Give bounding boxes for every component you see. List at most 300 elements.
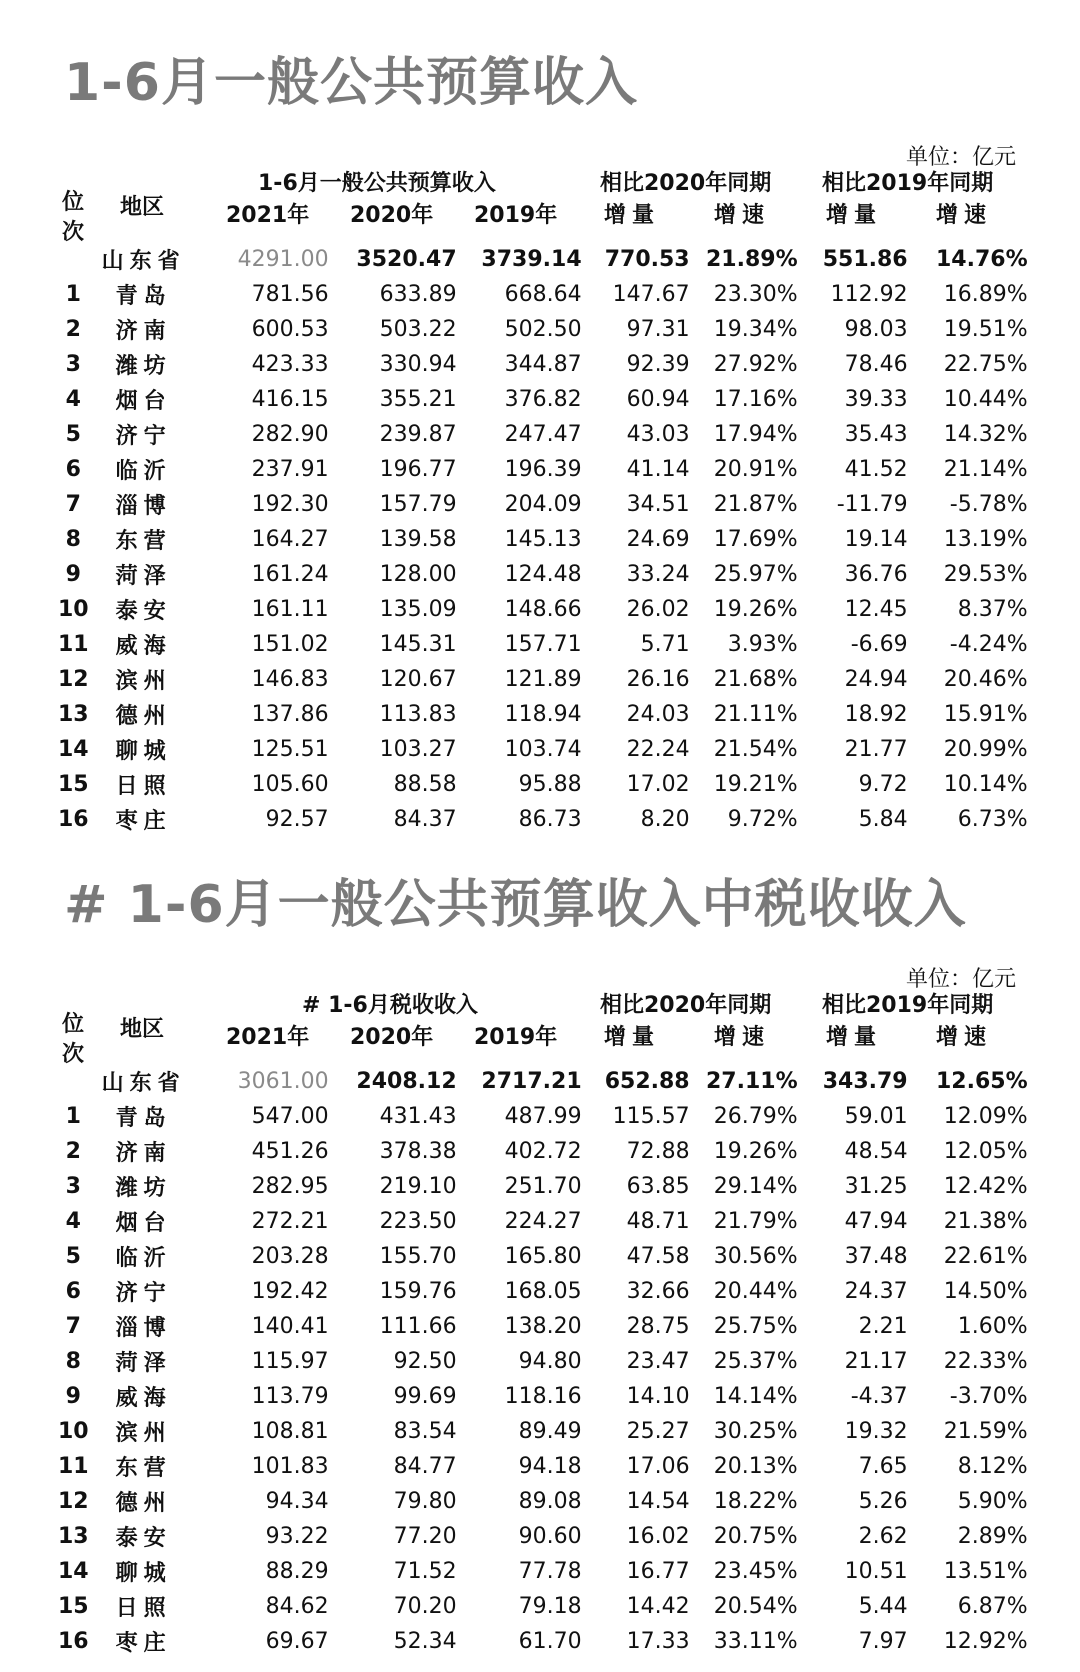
value-2020-cell: 113.83 xyxy=(379,702,457,727)
rank-cell: 2 xyxy=(65,317,81,342)
growth-vs-2020-cell: 25.75% xyxy=(713,1314,798,1339)
value-2020-cell: 128.00 xyxy=(379,562,457,587)
increment-vs-2019-cell: 2.62 xyxy=(858,1524,908,1549)
value-2021-cell: 451.26 xyxy=(251,1139,329,1164)
growth-vs-2019-cell: 22.75% xyxy=(943,352,1028,377)
value-2019-cell: 148.66 xyxy=(504,597,582,622)
value-2021-cell: 140.41 xyxy=(251,1314,329,1339)
value-2020-cell: 219.10 xyxy=(379,1174,457,1199)
value-2021-cell: 192.30 xyxy=(251,492,329,517)
increment-vs-2019-cell: 10.51 xyxy=(844,1559,908,1584)
growth-vs-2019-cell: 22.61% xyxy=(943,1244,1028,1269)
rank-cell: 8 xyxy=(65,527,81,552)
value-2021-cell: 137.86 xyxy=(251,702,329,727)
growth-vs-2019-cell: 15.91% xyxy=(943,702,1028,727)
value-2019-cell: 344.87 xyxy=(504,352,582,377)
unit-label: 单位：亿元 xyxy=(905,967,1016,992)
growth-vs-2019-cell: 5.90% xyxy=(957,1489,1028,1514)
region-cell: 泰安 xyxy=(115,1526,172,1551)
rank-cell: 7 xyxy=(65,492,81,517)
increment-vs-2020-cell: 34.51 xyxy=(626,492,690,517)
value-2019-cell: 95.88 xyxy=(518,772,582,797)
table-row xyxy=(58,1274,1028,1309)
growth-vs-2019-cell: -3.70% xyxy=(949,1384,1028,1409)
increment-vs-2019-cell: 5.26 xyxy=(858,1489,908,1514)
table-row xyxy=(58,452,1028,487)
year-2021-header: 2021年 xyxy=(226,1025,310,1050)
region-cell: 青岛 xyxy=(115,1106,172,1131)
growth-vs-2020-cell: 19.34% xyxy=(713,317,798,342)
value-2021-cell: 272.21 xyxy=(251,1209,329,1234)
increment-header-2019: 增量 xyxy=(826,1025,883,1050)
region-cell: 聊城 xyxy=(115,1561,172,1586)
rank-cell: 6 xyxy=(65,457,81,482)
increment-vs-2020-cell: 147.67 xyxy=(612,282,690,307)
table-row xyxy=(58,1309,1028,1344)
value-2019-cell: 90.60 xyxy=(518,1524,582,1549)
rank-cell: 12 xyxy=(58,1489,89,1514)
value-2019-cell: 138.20 xyxy=(504,1314,582,1339)
growth-vs-2020-cell: 30.56% xyxy=(713,1244,798,1269)
region-cell: 淄博 xyxy=(115,494,172,519)
growth-vs-2019-cell: -4.24% xyxy=(949,632,1028,657)
rank-cell xyxy=(58,242,89,277)
region-cell: 济宁 xyxy=(115,424,172,449)
rank-cell: 15 xyxy=(58,772,89,797)
growth-vs-2020-cell: 20.54% xyxy=(713,1594,798,1619)
rank-cell: 13 xyxy=(58,702,89,727)
growth-vs-2019-cell: 29.53% xyxy=(943,562,1028,587)
value-2021-cell: 161.11 xyxy=(251,597,329,622)
growth-vs-2019-cell: 6.73% xyxy=(957,807,1028,832)
growth-vs-2020-cell: 26.79% xyxy=(713,1104,798,1129)
region-cell: 菏泽 xyxy=(115,564,172,589)
region-cell: 聊城 xyxy=(115,739,172,764)
growth-vs-2019-cell: 8.37% xyxy=(957,597,1028,622)
rank-cell: 10 xyxy=(58,1419,89,1444)
value-2019-cell: 103.74 xyxy=(504,737,582,762)
value-2021-cell: 164.27 xyxy=(251,527,329,552)
value-2019-cell: 86.73 xyxy=(518,807,582,832)
table-row xyxy=(58,767,1028,802)
increment-vs-2019-cell: 47.94 xyxy=(844,1209,908,1234)
province-total-row xyxy=(58,242,1028,277)
region-cell: 威海 xyxy=(115,634,172,659)
value-2019-cell: 251.70 xyxy=(504,1174,582,1199)
region-cell: 德州 xyxy=(115,1491,172,1516)
rank-cell: 3 xyxy=(65,352,81,377)
increment-vs-2019-cell: 18.92 xyxy=(844,702,908,727)
growth-vs-2020-cell: 20.44% xyxy=(713,1279,798,1304)
increment-vs-2019-cell: 7.97 xyxy=(858,1629,908,1654)
rank-cell: 8 xyxy=(65,1349,81,1374)
value-2021-cell: 547.00 xyxy=(251,1104,329,1129)
value-2020-cell: 145.31 xyxy=(379,632,457,657)
value-2020-cell: 70.20 xyxy=(393,1594,457,1619)
value-2019-cell: 79.18 xyxy=(518,1594,582,1619)
value-2019-cell: 376.82 xyxy=(504,387,582,412)
growth-vs-2020-cell: 19.21% xyxy=(713,772,798,797)
value-2019-cell: 157.71 xyxy=(504,632,582,657)
increment-vs-2020-cell: 652.88 xyxy=(604,1069,690,1094)
region-header: 地区 xyxy=(120,195,165,220)
section-title: 1-6月一般公共预算收入 xyxy=(64,53,638,113)
increment-vs-2019-cell: 343.79 xyxy=(822,1069,908,1094)
region-cell: 枣庄 xyxy=(115,1631,172,1656)
value-2020-cell: 503.22 xyxy=(379,317,457,342)
table-row xyxy=(58,1169,1028,1204)
increment-vs-2019-cell: 7.65 xyxy=(858,1454,908,1479)
growth-vs-2020-cell: 23.45% xyxy=(713,1559,798,1584)
region-cell: 滨州 xyxy=(115,1421,172,1446)
growth-vs-2019-cell: 16.89% xyxy=(943,282,1028,307)
value-2020-cell: 3520.47 xyxy=(356,247,457,272)
increment-vs-2020-cell: 5.71 xyxy=(640,632,690,657)
rank-header: 位次 xyxy=(61,190,84,245)
year-2020-header: 2020年 xyxy=(350,1025,434,1050)
increment-header-2020: 增量 xyxy=(604,1025,661,1050)
region-cell: 东营 xyxy=(115,529,172,554)
increment-vs-2019-cell: -4.37 xyxy=(850,1384,908,1409)
increment-vs-2020-cell: 770.53 xyxy=(604,247,690,272)
value-2019-cell: 118.94 xyxy=(504,702,582,727)
increment-vs-2020-cell: 33.24 xyxy=(626,562,690,587)
region-cell: 威海 xyxy=(115,1386,172,1411)
value-2020-cell: 431.43 xyxy=(379,1104,457,1129)
increment-vs-2020-cell: 60.94 xyxy=(626,387,690,412)
value-2019-cell: 3739.14 xyxy=(481,247,582,272)
value-2020-cell: 84.77 xyxy=(393,1454,457,1479)
rank-cell: 4 xyxy=(65,387,81,412)
increment-vs-2019-cell: 551.86 xyxy=(822,247,908,272)
growth-vs-2019-cell: 21.38% xyxy=(943,1209,1028,1234)
value-2019-cell: 165.80 xyxy=(504,1244,582,1269)
growth-vs-2020-cell: 19.26% xyxy=(713,597,798,622)
growth-vs-2020-cell: 21.79% xyxy=(713,1209,798,1234)
table-row xyxy=(58,557,1028,592)
growth-vs-2019-cell: 13.51% xyxy=(943,1559,1028,1584)
increment-vs-2020-cell: 48.71 xyxy=(626,1209,690,1234)
growth-vs-2019-cell: 12.05% xyxy=(943,1139,1028,1164)
growth-vs-2020-cell: 25.97% xyxy=(713,562,798,587)
value-2021-cell: 146.83 xyxy=(251,667,329,692)
growth-vs-2020-cell: 20.91% xyxy=(713,457,798,482)
increment-vs-2020-cell: 24.03 xyxy=(626,702,690,727)
increment-vs-2020-cell: 72.88 xyxy=(626,1139,690,1164)
value-2019-cell: 247.47 xyxy=(504,422,582,447)
growth-vs-2020-cell: 14.14% xyxy=(713,1384,798,1409)
rank-cell: 4 xyxy=(65,1209,81,1234)
region-cell: 滨州 xyxy=(115,669,172,694)
value-2021-cell: 108.81 xyxy=(251,1419,329,1444)
province-total-row xyxy=(58,1064,1028,1099)
table-row xyxy=(58,1379,1028,1414)
table-row xyxy=(58,277,1028,312)
unit-label: 单位：亿元 xyxy=(905,145,1016,170)
growth-vs-2019-cell: 1.60% xyxy=(957,1314,1028,1339)
increment-vs-2019-cell: 2.21 xyxy=(858,1314,908,1339)
increment-vs-2019-cell: 9.72 xyxy=(858,772,908,797)
value-2021-cell: 4291.00 xyxy=(237,247,329,272)
value-2019-cell: 89.08 xyxy=(518,1489,582,1514)
table-row xyxy=(58,662,1028,697)
table-row xyxy=(58,1099,1028,1134)
value-2020-cell: 83.54 xyxy=(393,1419,457,1444)
growth-vs-2020-cell: 23.30% xyxy=(713,282,798,307)
growth-vs-2019-cell: 21.59% xyxy=(943,1419,1028,1444)
increment-vs-2019-cell: 98.03 xyxy=(844,317,908,342)
value-2020-cell: 355.21 xyxy=(379,387,457,412)
value-2020-cell: 223.50 xyxy=(379,1209,457,1234)
group-header-main: 1-6月一般公共预算收入 xyxy=(258,171,496,196)
value-2021-cell: 69.67 xyxy=(265,1629,329,1654)
increment-vs-2020-cell: 14.10 xyxy=(626,1384,690,1409)
table-row xyxy=(58,697,1028,732)
year-2020-header: 2020年 xyxy=(350,203,434,228)
value-2021-cell: 600.53 xyxy=(251,317,329,342)
growth-vs-2020-cell: 27.92% xyxy=(713,352,798,377)
value-2019-cell: 402.72 xyxy=(504,1139,582,1164)
rank-cell: 9 xyxy=(65,562,81,587)
growth-vs-2019-cell: 22.33% xyxy=(943,1349,1028,1374)
value-2019-cell: 2717.21 xyxy=(481,1069,582,1094)
growth-header-2019: 增速 xyxy=(936,1025,993,1050)
increment-vs-2019-cell: 112.92 xyxy=(830,282,908,307)
rank-header: 位次 xyxy=(61,1012,84,1067)
table-row xyxy=(58,592,1028,627)
increment-vs-2019-cell: 48.54 xyxy=(844,1139,908,1164)
value-2020-cell: 71.52 xyxy=(393,1559,457,1584)
group-header-main: # 1-6月税收收入 xyxy=(302,993,478,1018)
value-2019-cell: 196.39 xyxy=(504,457,582,482)
value-2020-cell: 633.89 xyxy=(379,282,457,307)
value-2019-cell: 118.16 xyxy=(504,1384,582,1409)
growth-vs-2019-cell: 14.32% xyxy=(943,422,1028,447)
table-row xyxy=(58,347,1028,382)
section-title: # 1-6月一般公共预算收入中税收收入 xyxy=(64,875,967,935)
growth-vs-2019-cell: 21.14% xyxy=(943,457,1028,482)
growth-vs-2020-cell: 25.37% xyxy=(713,1349,798,1374)
value-2020-cell: 239.87 xyxy=(379,422,457,447)
rank-cell: 5 xyxy=(65,1244,81,1269)
region-cell: 枣庄 xyxy=(115,809,172,834)
value-2020-cell: 84.37 xyxy=(393,807,457,832)
region-cell: 淄博 xyxy=(115,1316,172,1341)
growth-vs-2020-cell: 30.25% xyxy=(713,1419,798,1444)
increment-vs-2019-cell: 24.94 xyxy=(844,667,908,692)
increment-header-2020: 增量 xyxy=(604,203,661,228)
increment-vs-2020-cell: 41.14 xyxy=(626,457,690,482)
increment-vs-2020-cell: 47.58 xyxy=(626,1244,690,1269)
rank-cell: 11 xyxy=(58,1454,89,1479)
table-row xyxy=(58,1204,1028,1239)
table-row xyxy=(58,1414,1028,1449)
increment-vs-2019-cell: 19.14 xyxy=(844,527,908,552)
value-2019-cell: 94.18 xyxy=(518,1454,582,1479)
region-cell: 烟台 xyxy=(115,389,172,414)
region-cell: 潍坊 xyxy=(115,354,172,379)
table-row xyxy=(58,1344,1028,1379)
increment-vs-2020-cell: 63.85 xyxy=(626,1174,690,1199)
table-row xyxy=(58,1484,1028,1519)
rank-cell: 2 xyxy=(65,1139,81,1164)
value-2020-cell: 155.70 xyxy=(379,1244,457,1269)
increment-vs-2020-cell: 22.24 xyxy=(626,737,690,762)
value-2021-cell: 93.22 xyxy=(265,1524,329,1549)
region-cell: 济南 xyxy=(115,1141,172,1166)
increment-vs-2019-cell: 39.33 xyxy=(844,387,908,412)
increment-vs-2020-cell: 17.02 xyxy=(626,772,690,797)
rank-cell: 9 xyxy=(65,1384,81,1409)
value-2020-cell: 135.09 xyxy=(379,597,457,622)
value-2020-cell: 92.50 xyxy=(393,1349,457,1374)
value-2019-cell: 61.70 xyxy=(518,1629,582,1654)
growth-vs-2019-cell: 10.44% xyxy=(943,387,1028,412)
value-2019-cell: 487.99 xyxy=(504,1104,582,1129)
growth-vs-2020-cell: 29.14% xyxy=(713,1174,798,1199)
value-2021-cell: 115.97 xyxy=(251,1349,329,1374)
growth-vs-2020-cell: 18.22% xyxy=(713,1489,798,1514)
growth-header-2019: 增速 xyxy=(936,203,993,228)
table-row xyxy=(58,522,1028,557)
region-cell: 山东省 xyxy=(101,1071,186,1096)
value-2020-cell: 330.94 xyxy=(379,352,457,377)
year-2019-header: 2019年 xyxy=(474,1025,558,1050)
rank-cell: 7 xyxy=(65,1314,81,1339)
value-2019-cell: 204.09 xyxy=(504,492,582,517)
rank-cell: 13 xyxy=(58,1524,89,1549)
rank-cell: 15 xyxy=(58,1594,89,1619)
value-2020-cell: 157.79 xyxy=(379,492,457,517)
value-2020-cell: 111.66 xyxy=(379,1314,457,1339)
increment-vs-2019-cell: 35.43 xyxy=(844,422,908,447)
growth-vs-2020-cell: 17.94% xyxy=(713,422,798,447)
value-2020-cell: 52.34 xyxy=(393,1629,457,1654)
growth-vs-2019-cell: 2.89% xyxy=(957,1524,1028,1549)
value-2021-cell: 203.28 xyxy=(251,1244,329,1269)
value-2021-cell: 3061.00 xyxy=(237,1069,329,1094)
value-2020-cell: 99.69 xyxy=(393,1384,457,1409)
value-2021-cell: 282.90 xyxy=(251,422,329,447)
growth-vs-2020-cell: 9.72% xyxy=(727,807,798,832)
table-row xyxy=(58,1134,1028,1169)
increment-vs-2019-cell: 12.45 xyxy=(844,597,908,622)
increment-vs-2020-cell: 28.75 xyxy=(626,1314,690,1339)
value-2020-cell: 77.20 xyxy=(393,1524,457,1549)
value-2020-cell: 159.76 xyxy=(379,1279,457,1304)
budget-revenue-table xyxy=(58,242,1028,837)
region-cell: 泰安 xyxy=(115,599,172,624)
increment-vs-2019-cell: 21.17 xyxy=(844,1349,908,1374)
region-cell: 东营 xyxy=(115,1456,172,1481)
increment-vs-2020-cell: 43.03 xyxy=(626,422,690,447)
growth-vs-2020-cell: 20.13% xyxy=(713,1454,798,1479)
value-2019-cell: 89.49 xyxy=(518,1419,582,1444)
growth-vs-2020-cell: 27.11% xyxy=(705,1069,798,1094)
value-2021-cell: 105.60 xyxy=(251,772,329,797)
increment-vs-2019-cell: 41.52 xyxy=(844,457,908,482)
rank-cell: 10 xyxy=(58,597,89,622)
region-cell: 临沂 xyxy=(115,1246,172,1271)
increment-vs-2020-cell: 26.02 xyxy=(626,597,690,622)
growth-vs-2020-cell: 33.11% xyxy=(713,1629,798,1654)
increment-vs-2019-cell: 31.25 xyxy=(844,1174,908,1199)
table-row xyxy=(58,487,1028,522)
growth-vs-2019-cell: 8.12% xyxy=(957,1454,1028,1479)
table-row xyxy=(58,417,1028,452)
increment-vs-2020-cell: 14.54 xyxy=(626,1489,690,1514)
group-header-2019: 相比2019年同期 xyxy=(822,993,994,1018)
value-2020-cell: 378.38 xyxy=(379,1139,457,1164)
growth-vs-2019-cell: 13.19% xyxy=(943,527,1028,552)
value-2020-cell: 2408.12 xyxy=(356,1069,457,1094)
rank-cell: 16 xyxy=(58,1629,89,1654)
rank-cell: 12 xyxy=(58,667,89,692)
growth-vs-2019-cell: -5.78% xyxy=(949,492,1028,517)
region-cell: 日照 xyxy=(115,1596,172,1621)
growth-vs-2019-cell: 12.92% xyxy=(943,1629,1028,1654)
table-row xyxy=(58,1519,1028,1554)
rank-cell: 16 xyxy=(58,807,89,832)
value-2020-cell: 139.58 xyxy=(379,527,457,552)
value-2020-cell: 120.67 xyxy=(379,667,457,692)
growth-vs-2020-cell: 20.75% xyxy=(713,1524,798,1549)
growth-vs-2019-cell: 19.51% xyxy=(943,317,1028,342)
increment-vs-2020-cell: 24.69 xyxy=(626,527,690,552)
table-row xyxy=(58,1449,1028,1484)
increment-vs-2019-cell: 21.77 xyxy=(844,737,908,762)
increment-vs-2019-cell: 78.46 xyxy=(844,352,908,377)
increment-vs-2020-cell: 32.66 xyxy=(626,1279,690,1304)
table-row xyxy=(58,627,1028,662)
growth-vs-2019-cell: 12.65% xyxy=(935,1069,1028,1094)
growth-vs-2019-cell: 12.09% xyxy=(943,1104,1028,1129)
growth-header-2020: 增速 xyxy=(714,1025,771,1050)
value-2021-cell: 282.95 xyxy=(251,1174,329,1199)
increment-vs-2019-cell: 59.01 xyxy=(844,1104,908,1129)
region-cell: 日照 xyxy=(115,774,172,799)
growth-vs-2020-cell: 21.87% xyxy=(713,492,798,517)
value-2021-cell: 237.91 xyxy=(251,457,329,482)
table-row xyxy=(58,802,1028,837)
growth-vs-2019-cell: 14.76% xyxy=(935,247,1028,272)
increment-vs-2019-cell: -6.69 xyxy=(850,632,908,657)
rank-cell: 11 xyxy=(58,632,89,657)
rank-cell: 14 xyxy=(58,1559,89,1584)
year-2019-header: 2019年 xyxy=(474,203,558,228)
increment-vs-2020-cell: 17.33 xyxy=(626,1629,690,1654)
table-row xyxy=(58,382,1028,417)
table-row xyxy=(58,1554,1028,1589)
value-2021-cell: 781.56 xyxy=(251,282,329,307)
table-row xyxy=(58,312,1028,347)
value-2019-cell: 224.27 xyxy=(504,1209,582,1234)
growth-header-2020: 增速 xyxy=(714,203,771,228)
increment-vs-2020-cell: 26.16 xyxy=(626,667,690,692)
value-2020-cell: 103.27 xyxy=(379,737,457,762)
rank-cell: 3 xyxy=(65,1174,81,1199)
table-row xyxy=(58,1624,1028,1659)
table-row xyxy=(58,732,1028,767)
rank-cell: 6 xyxy=(65,1279,81,1304)
value-2019-cell: 668.64 xyxy=(504,282,582,307)
value-2020-cell: 196.77 xyxy=(379,457,457,482)
increment-vs-2019-cell: 37.48 xyxy=(844,1244,908,1269)
value-2021-cell: 101.83 xyxy=(251,1454,329,1479)
increment-vs-2019-cell: -11.79 xyxy=(836,492,908,517)
value-2021-cell: 192.42 xyxy=(251,1279,329,1304)
value-2019-cell: 121.89 xyxy=(504,667,582,692)
